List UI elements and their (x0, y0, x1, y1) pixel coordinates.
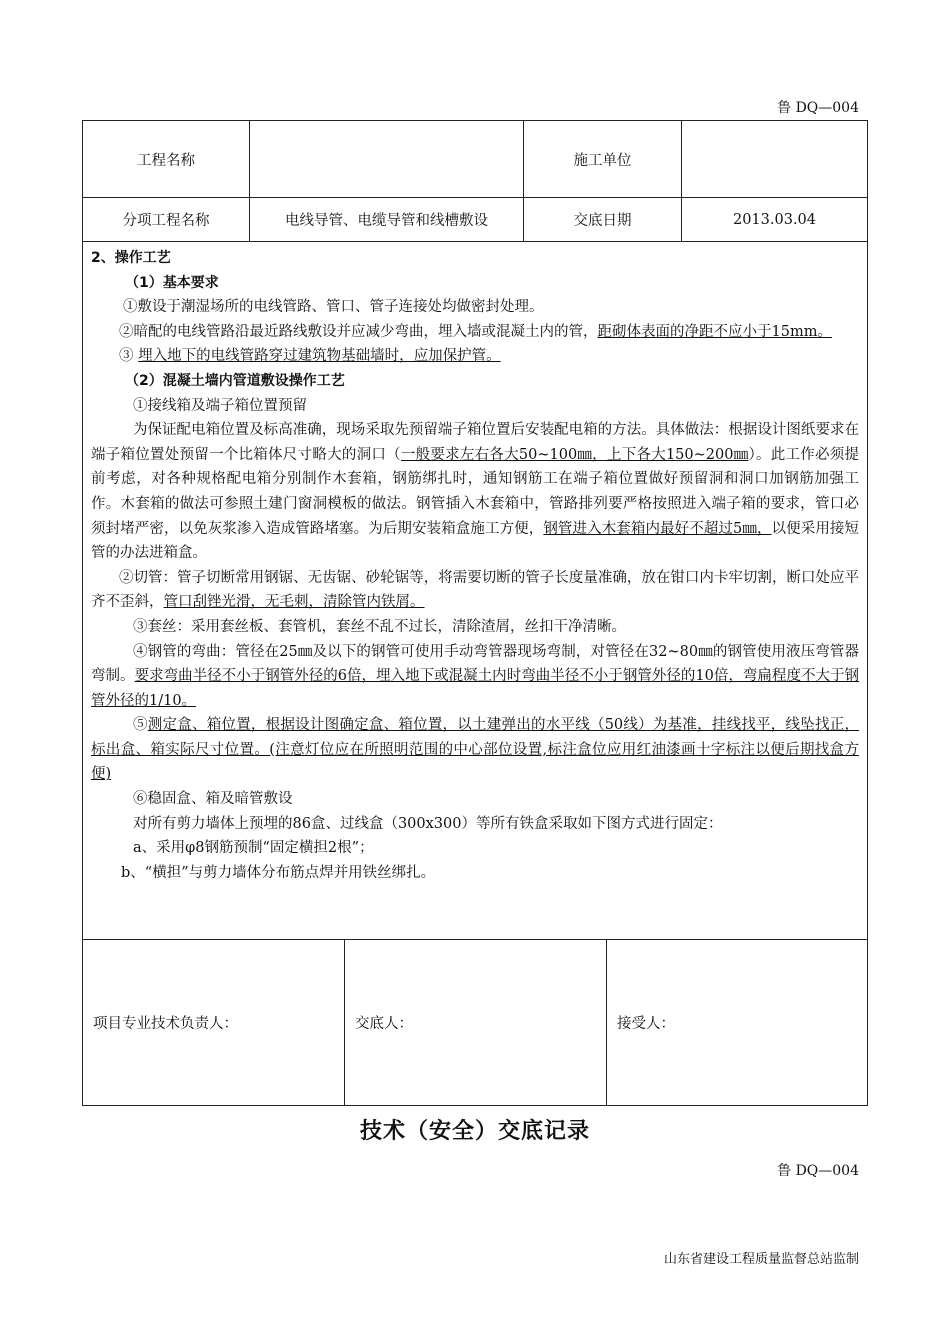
date-value: 2013.03.04 (732, 211, 817, 228)
paragraph-1: ①敷设于潮湿场所的电线管路、管口、管子连接处均做密封处理。 (123, 299, 544, 316)
paragraph-8-underline: 要求弯曲半径不小于钢管外径的6倍，埋入地下或混凝土内时弯曲半径不小于钢管外径的10倍，弯扁程度不大于钢管外径的1/10。 (91, 668, 860, 709)
form-code-top: 鲁 DQ—004 (777, 100, 859, 116)
header-row-2 (83, 198, 867, 242)
paragraph-5 (91, 418, 859, 566)
paragraph-7: ③套丝：采用套丝板、套管机，套丝不乱不过长，清除渣屑，丝扣干净清晰。 (133, 618, 626, 635)
form-code-bottom: 鲁 DQ—004 (777, 1163, 859, 1179)
paragraph-12: a、采用φ8钢筋预制“固定横担2根”； (133, 840, 374, 857)
header-row-1 (83, 121, 867, 198)
paragraph-3-underline: 埋入地下的电线管路穿过建筑物基础墙时，应加保护管。 (138, 348, 501, 365)
subsection-title-concrete: （2）混凝土墙内管道敷设操作工艺 (125, 372, 345, 389)
paragraph-6-underline: 管口刮锉光滑，无毛刺，清除管内铁屑。 (163, 594, 425, 611)
paragraph-5-text-a: 为保证配电箱位置及标高准确，现场采取先预留端子箱位置后安装配电箱的方法。具体做法：根据设计图纸要求在端子箱位置处预留一个比箱体尺寸略大的洞口（ (91, 422, 859, 463)
signature-row (83, 940, 867, 1105)
paragraph-8-text: ④钢管的弯曲：管径在25㎜及以下的钢管可使用手动弯管器现场弯制，对管径在32~80㎜的钢管使用液压弯管器弯制。 (91, 643, 859, 685)
sub-project-value: 电线导管、电缆导管和线槽敷设 (250, 198, 524, 241)
section-title: 2、操作工艺 (91, 250, 171, 266)
paragraph-5-text-b: ）。此工作必须提前考虑，对各种规格配电箱分别制作木套箱，钢筋绑扎时，通知钢筋工在端子箱位置做好预留洞和洞口加钢筋加强工作。木套箱的做法可参照土建门窗洞模板的做法。钢管插入木套箱中，管路排列要严格按照进入端子箱的要求，管口必须封堵严密，以免灰浆渗入造成管路堵塞。为后期安装箱盒施工方便， (91, 446, 860, 537)
paragraph-3 (91, 344, 859, 369)
paragraph-9 (91, 713, 859, 787)
paragraph-13: b、“横担”与剪力墙体分布筋点焊并用铁丝绑扎。 (121, 864, 436, 881)
paragraph-5-underline-b: 钢管进入木套箱内最好不超过5㎜， (543, 520, 772, 537)
paragraph-3-text: ③ (119, 348, 139, 365)
receiver-label: 接受人： (617, 1016, 675, 1032)
discloser-label: 交底人： (355, 1016, 413, 1032)
disclosure-content (83, 242, 867, 940)
paragraph-10: ⑥稳固盒、箱及暗管敷设 (133, 791, 293, 808)
tech-lead-label: 项目专业技术负责人： (93, 1016, 238, 1032)
document-title: 技术（安全）交底记录 (359, 1119, 590, 1144)
subsection-title-basic: （1）基本要求 (125, 274, 219, 291)
tech-lead-signature[interactable] (83, 940, 345, 1105)
construction-unit-value (682, 121, 867, 197)
date-label: 交底日期 (524, 198, 682, 241)
footer-supervisor: 山东省建设工程质量监督总站监制 (663, 1252, 859, 1267)
paragraph-9-underline: 测定盒、箱位置，根据设计图确定盒、箱位置，以土建弹出的水平线（50线）为基准，挂线找平，线坠找正，标出盒、箱实际尺寸位置。(注意灯位应在所照明范围的中心部位设置,标注盒位应用红油漆画十字标注以便后期找盒方便) (91, 717, 860, 783)
paragraph-2-underline: 距砌体表面的净距不应小于15mm。 (597, 323, 832, 340)
project-name-value (250, 121, 524, 197)
paragraph-5-underline-a: 一般要求左右各大50~100㎜，上下各大150~200㎜ (400, 446, 749, 463)
paragraph-6-text: ②切管：管子切断常用钢锯、无齿锯、砂轮锯等，将需要切断的管子长度量准确，放在钳口内卡牢切割，断口处应平齐不歪斜， (91, 569, 859, 611)
paragraph-6 (91, 566, 859, 615)
disclosure-form (82, 120, 868, 1106)
construction-unit-label: 施工单位 (524, 121, 682, 197)
paragraph-5-text-c: 以便采用接短管的办法进箱盒。 (91, 520, 860, 562)
paragraph-2 (91, 320, 859, 345)
paragraph-9-text: ⑤ (133, 717, 148, 734)
paragraph-4: ①接线箱及端子箱位置预留 (133, 397, 307, 414)
project-name-label: 工程名称 (83, 121, 250, 197)
paragraph-11: 对所有剪力墙体上预埋的86盒、过线盒（300x300）等所有铁盒采取如下图方式进行固定： (133, 815, 723, 832)
sub-project-label: 分项工程名称 (83, 198, 250, 241)
discloser-signature[interactable] (345, 940, 607, 1105)
paragraph-2-text: ②暗配的电线管路沿最近路线敷设并应减少弯曲，埋入墙或混凝土内的管， (119, 323, 598, 340)
paragraph-8 (91, 640, 859, 714)
receiver-signature[interactable] (607, 940, 869, 1105)
